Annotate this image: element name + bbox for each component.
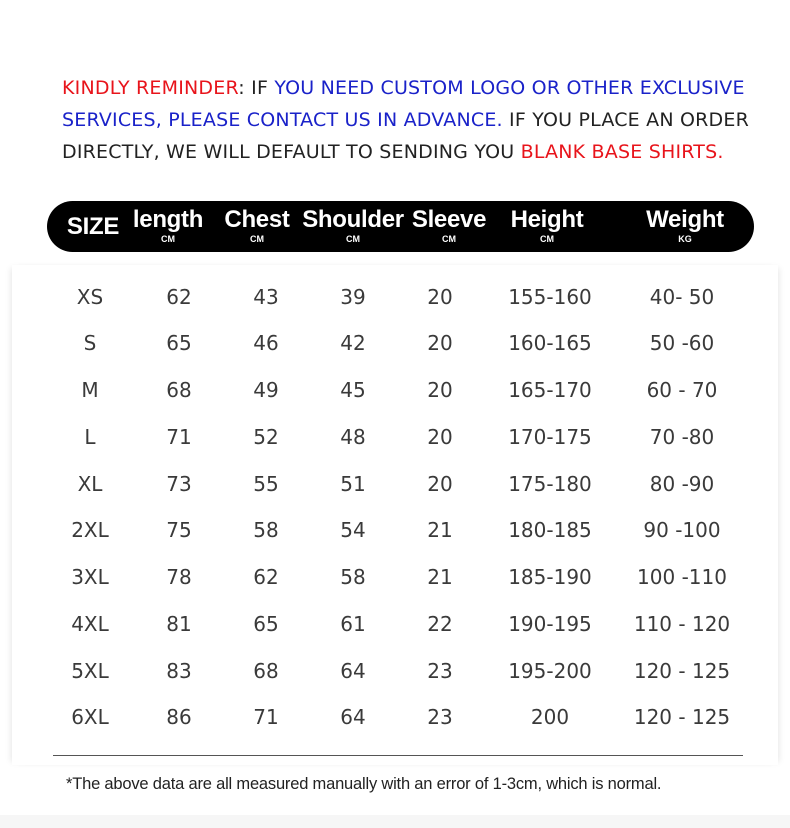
cell-length: 75 <box>166 518 192 542</box>
cell-sleeve: 23 <box>427 659 453 683</box>
cell-height: 160-165 <box>508 331 592 355</box>
header-sleeve <box>412 201 486 252</box>
cell-height: 180-185 <box>508 518 592 542</box>
cell-height: 195-200 <box>508 659 592 683</box>
cell-height: 170-175 <box>508 425 592 449</box>
table-row <box>0 656 790 686</box>
cell-height: 190-195 <box>508 612 592 636</box>
cell-chest: 52 <box>253 425 279 449</box>
cell-size: XL <box>77 472 103 496</box>
cell-sleeve: 21 <box>427 518 453 542</box>
cell-size: 5XL <box>71 659 109 683</box>
cell-length: 73 <box>166 472 192 496</box>
cell-weight: 110 - 120 <box>633 612 731 636</box>
cell-chest: 46 <box>253 331 279 355</box>
header-chest <box>224 201 289 252</box>
cell-chest: 58 <box>253 518 279 542</box>
header-label: Weight <box>646 206 724 233</box>
header-height <box>511 201 584 252</box>
cell-weight: 120 - 125 <box>633 659 731 683</box>
cell-length: 78 <box>166 565 192 589</box>
header-unit: CM <box>540 234 554 244</box>
header-shoulder <box>302 201 404 252</box>
cell-length: 81 <box>166 612 192 636</box>
cell-height: 155-160 <box>508 285 592 309</box>
header-unit: CM <box>442 234 456 244</box>
measurement-footnote: *The above data are all measured manually with an error of 1-3cm, which is normal. <box>66 775 662 793</box>
cell-sleeve: 20 <box>427 425 453 449</box>
cell-chest: 55 <box>253 472 279 496</box>
cell-sleeve: 20 <box>427 331 453 355</box>
cell-size: 3XL <box>71 565 109 589</box>
reminder-separator: : IF <box>238 77 275 99</box>
cell-shoulder: 61 <box>340 612 366 636</box>
table-row <box>0 282 790 312</box>
header-unit: CM <box>160 234 175 244</box>
cell-weight: 50 -60 <box>649 331 715 355</box>
cell-shoulder: 64 <box>340 705 366 729</box>
header-label: Shoulder <box>302 206 404 233</box>
header-label: length <box>132 206 204 233</box>
header-unit: CM <box>345 234 360 244</box>
cell-length: 86 <box>166 705 192 729</box>
header-label: Chest <box>224 206 290 233</box>
header-unit: KG <box>678 234 692 244</box>
header-weight <box>646 201 724 252</box>
table-row <box>0 375 790 405</box>
cell-length: 71 <box>166 425 192 449</box>
cell-shoulder: 45 <box>340 378 366 402</box>
default-order-notice: IF YOU PLACE AN ORDER DIRECTLY, WE WILL DEFAULT TO SENDING YOU <box>62 109 749 163</box>
cell-chest: 65 <box>253 612 279 636</box>
table-row <box>0 328 790 358</box>
blank-shirts-notice: BLANK BASE SHIRTS. <box>520 141 724 163</box>
cell-size: L <box>84 425 96 449</box>
cell-sleeve: 20 <box>427 285 453 309</box>
cell-weight: 100 -110 <box>637 565 727 589</box>
table-divider <box>53 755 743 756</box>
custom-logo-notice: YOU NEED CUSTOM LOGO OR OTHER EXCLUSIVE SERVICES, PLEASE CONTACT US IN ADVANCE. <box>62 77 745 131</box>
cell-length: 65 <box>166 331 192 355</box>
bottom-strip <box>0 815 790 828</box>
cell-length: 83 <box>166 659 192 683</box>
cell-weight: 90 -100 <box>643 518 721 542</box>
table-row <box>0 422 790 452</box>
cell-shoulder: 58 <box>340 565 366 589</box>
table-row <box>0 702 790 732</box>
table-row <box>0 609 790 639</box>
cell-height: 175-180 <box>508 472 592 496</box>
cell-height: 200 <box>530 705 570 729</box>
cell-chest: 71 <box>253 705 279 729</box>
cell-chest: 43 <box>253 285 279 309</box>
cell-length: 62 <box>166 285 192 309</box>
cell-size: M <box>81 378 99 402</box>
cell-size: 2XL <box>71 518 109 542</box>
header-unit: CM <box>250 234 264 244</box>
cell-chest: 68 <box>253 659 279 683</box>
header-length <box>133 201 203 252</box>
header-label: Sleeve <box>411 206 487 233</box>
table-row <box>0 515 790 545</box>
kindly-reminder-notice <box>62 72 762 168</box>
header-label: Height <box>510 206 584 233</box>
header-label: SIZE <box>66 213 120 240</box>
cell-sleeve: 20 <box>427 472 453 496</box>
header-size <box>67 201 119 252</box>
table-row <box>0 562 790 592</box>
cell-size: S <box>83 331 97 355</box>
cell-shoulder: 42 <box>340 331 366 355</box>
cell-shoulder: 64 <box>340 659 366 683</box>
cell-length: 68 <box>166 378 192 402</box>
cell-size: 4XL <box>71 612 109 636</box>
cell-sleeve: 23 <box>427 705 453 729</box>
cell-shoulder: 54 <box>340 518 366 542</box>
cell-weight: 120 - 125 <box>633 705 731 729</box>
cell-height: 185-190 <box>508 565 592 589</box>
cell-sleeve: 20 <box>427 378 453 402</box>
cell-weight: 80 -90 <box>649 472 715 496</box>
cell-size: XS <box>76 285 104 309</box>
cell-shoulder: 39 <box>340 285 366 309</box>
reminder-label: KINDLY REMINDER <box>62 77 239 99</box>
cell-sleeve: 21 <box>427 565 453 589</box>
cell-chest: 49 <box>253 378 279 402</box>
cell-size: 6XL <box>71 705 109 729</box>
size-chart-header <box>47 201 754 252</box>
cell-weight: 40- 50 <box>649 285 715 309</box>
cell-weight: 70 -80 <box>649 425 715 449</box>
cell-sleeve: 22 <box>427 612 453 636</box>
cell-shoulder: 48 <box>340 425 366 449</box>
cell-weight: 60 - 70 <box>646 378 718 402</box>
cell-height: 165-170 <box>508 378 592 402</box>
cell-chest: 62 <box>253 565 279 589</box>
cell-shoulder: 51 <box>340 472 366 496</box>
table-row <box>0 469 790 499</box>
